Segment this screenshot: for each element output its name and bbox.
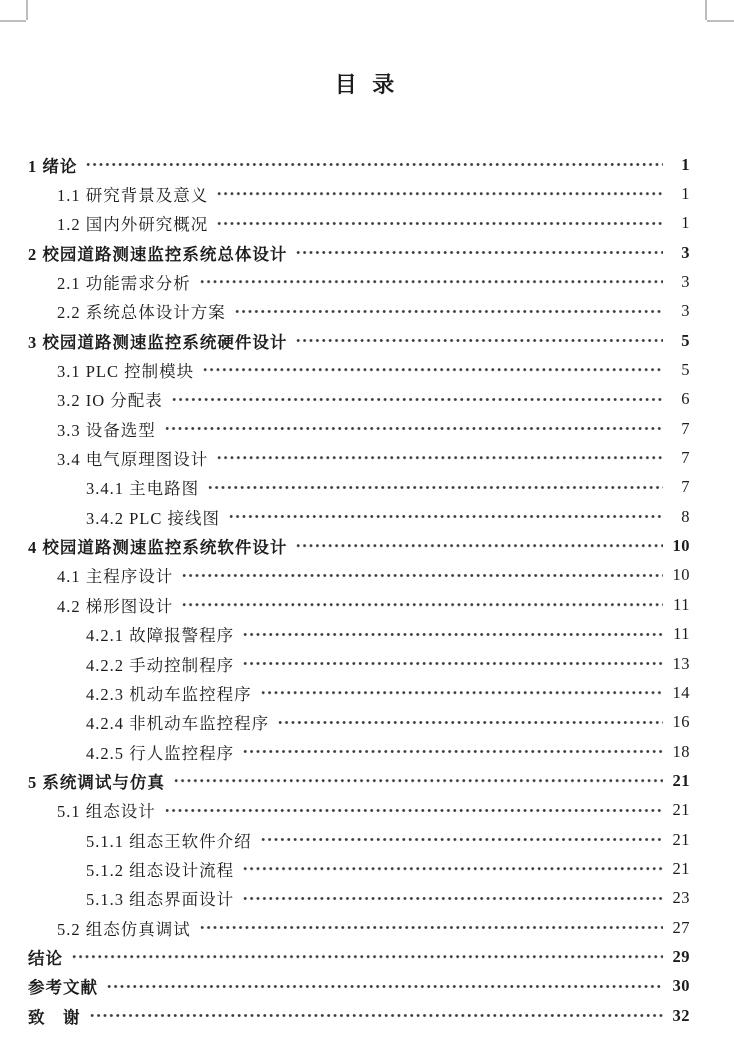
toc-entry (28, 972, 690, 1001)
toc-entry-label: 3.3 设备选型 (57, 420, 156, 440)
toc-page-number: 11 (673, 624, 690, 644)
toc-page-number: 10 (672, 536, 690, 556)
dot-leader (260, 825, 663, 854)
toc-entry-label: 4.2.3 机动车监控程序 (86, 684, 252, 704)
dot-leader (242, 854, 663, 883)
dot-leader (242, 649, 663, 678)
toc-page-number: 1 (681, 213, 690, 233)
toc-entry-label: 4.2.2 手动控制程序 (86, 655, 235, 675)
dot-leader (181, 561, 663, 590)
dot-leader (199, 267, 663, 296)
toc-page-number: 7 (681, 448, 690, 468)
table-of-contents (28, 150, 690, 1030)
dot-leader (228, 502, 663, 531)
dot-leader (216, 443, 663, 472)
dot-leader (85, 150, 663, 179)
toc-entry-label: 3.2 IO 分配表 (57, 391, 163, 411)
toc-page-number: 13 (672, 653, 690, 673)
toc-entry (28, 942, 690, 971)
toc-entry (28, 561, 690, 590)
toc-entry (28, 150, 690, 179)
text-boundary-mark-top-left-horizontal (0, 20, 26, 22)
dot-leader (295, 326, 663, 355)
toc-entry (28, 913, 690, 942)
toc-entry-label: 致 谢 (28, 1007, 81, 1027)
dot-leader (199, 913, 663, 942)
toc-entry (28, 297, 690, 326)
toc-entry-label: 2 校园道路测速监控系统总体设计 (28, 244, 288, 264)
toc-entry (28, 1001, 690, 1030)
toc-page-number: 21 (672, 829, 690, 849)
dot-leader (89, 1001, 664, 1030)
toc-page-number: 7 (681, 477, 690, 497)
toc-page-number: 29 (672, 946, 690, 966)
dot-leader (71, 942, 663, 971)
toc-entry-label: 4.1 主程序设计 (57, 567, 174, 587)
dot-leader (173, 766, 663, 795)
toc-page-number: 18 (672, 741, 690, 761)
dot-leader (234, 297, 663, 326)
dot-leader (277, 708, 663, 737)
toc-entry (28, 209, 690, 238)
toc-page-number: 3 (681, 301, 690, 321)
toc-entry (28, 414, 690, 443)
dot-leader (171, 385, 663, 414)
dot-leader (181, 590, 663, 619)
dot-leader (106, 972, 663, 1001)
toc-page-number: 3 (681, 242, 690, 262)
toc-entry-label: 5.1.3 组态界面设计 (86, 890, 235, 910)
toc-page-number: 27 (672, 917, 690, 937)
toc-entry-label: 5.2 组态仿真调试 (57, 919, 191, 939)
toc-page-number: 32 (672, 1005, 690, 1025)
toc-entry (28, 502, 690, 531)
toc-entry-label: 3 校园道路测速监控系统硬件设计 (28, 332, 288, 352)
toc-entry-label: 5.1.1 组态王软件介绍 (86, 831, 252, 851)
toc-page-number: 8 (681, 506, 690, 526)
toc-page-number: 11 (673, 594, 690, 614)
toc-entry (28, 326, 690, 355)
toc-entry-label: 4.2.5 行人监控程序 (86, 743, 235, 763)
text-boundary-mark-top-right-vertical (705, 0, 707, 20)
toc-entry (28, 796, 690, 825)
toc-page-number: 21 (672, 800, 690, 820)
toc-entry (28, 473, 690, 502)
text-boundary-mark-top-right-horizontal (707, 20, 734, 22)
toc-entry-label: 5.1.2 组态设计流程 (86, 860, 235, 880)
toc-entry-label: 4.2.4 非机动车监控程序 (86, 714, 270, 734)
toc-entry-label: 1 绪论 (28, 156, 78, 176)
toc-entry (28, 737, 690, 766)
toc-entry (28, 678, 690, 707)
toc-entry-label: 参考文献 (28, 978, 98, 998)
toc-entry (28, 708, 690, 737)
toc-entry (28, 854, 690, 883)
toc-entry-label: 3.4.2 PLC 接线图 (86, 508, 221, 528)
toc-entry-label: 1.1 研究背景及意义 (57, 186, 209, 206)
toc-page-number: 14 (672, 682, 690, 702)
toc-entry (28, 385, 690, 414)
toc-entry (28, 267, 690, 296)
toc-page-number: 7 (681, 418, 690, 438)
toc-page-number: 21 (672, 770, 690, 790)
toc-page-number: 6 (681, 389, 690, 409)
text-boundary-mark-top-left-vertical (26, 0, 28, 20)
dot-leader (260, 678, 663, 707)
dot-leader (216, 209, 663, 238)
toc-entry-label: 结论 (28, 948, 63, 968)
toc-entry (28, 355, 690, 384)
toc-entry-label: 4.2.1 故障报警程序 (86, 626, 235, 646)
dot-leader (242, 884, 663, 913)
dot-leader (242, 620, 663, 649)
dot-leader (207, 473, 663, 502)
toc-entry (28, 179, 690, 208)
toc-page-number: 16 (672, 712, 690, 732)
toc-page-number: 10 (672, 565, 690, 585)
toc-page-number: 3 (681, 272, 690, 292)
toc-entry (28, 531, 690, 560)
toc-entry (28, 238, 690, 267)
toc-entry-label: 1.2 国内外研究概况 (57, 215, 209, 235)
toc-entry-label: 2.2 系统总体设计方案 (57, 303, 226, 323)
toc-page-number: 30 (672, 976, 690, 996)
toc-page-number: 1 (681, 154, 690, 174)
toc-entry (28, 443, 690, 472)
toc-entry (28, 766, 690, 795)
dot-leader (202, 355, 663, 384)
toc-entry (28, 649, 690, 678)
toc-page-number: 1 (681, 184, 690, 204)
toc-entry (28, 825, 690, 854)
page-title: 目 录 (334, 72, 400, 97)
toc-page-number: 21 (672, 858, 690, 878)
toc-page-number: 5 (681, 330, 690, 350)
toc-entry-label: 2.1 功能需求分析 (57, 274, 191, 294)
toc-entry-label: 5.1 组态设计 (57, 802, 156, 822)
toc-page-number: 23 (672, 888, 690, 908)
dot-leader (295, 531, 663, 560)
toc-entry-label: 5 系统调试与仿真 (28, 772, 165, 792)
toc-entry-label: 3.4 电气原理图设计 (57, 450, 209, 470)
toc-entry-label: 4 校园道路测速监控系统软件设计 (28, 538, 288, 558)
toc-entry-label: 4.2 梯形图设计 (57, 596, 174, 616)
dot-leader (164, 414, 663, 443)
dot-leader (295, 238, 663, 267)
toc-page-number: 5 (681, 360, 690, 380)
toc-entry (28, 620, 690, 649)
toc-entry (28, 590, 690, 619)
dot-leader (216, 179, 663, 208)
toc-entry-label: 3.1 PLC 控制模块 (57, 362, 195, 382)
toc-entry (28, 884, 690, 913)
toc-entry-label: 3.4.1 主电路图 (86, 479, 200, 499)
dot-leader (242, 737, 663, 766)
dot-leader (164, 796, 663, 825)
